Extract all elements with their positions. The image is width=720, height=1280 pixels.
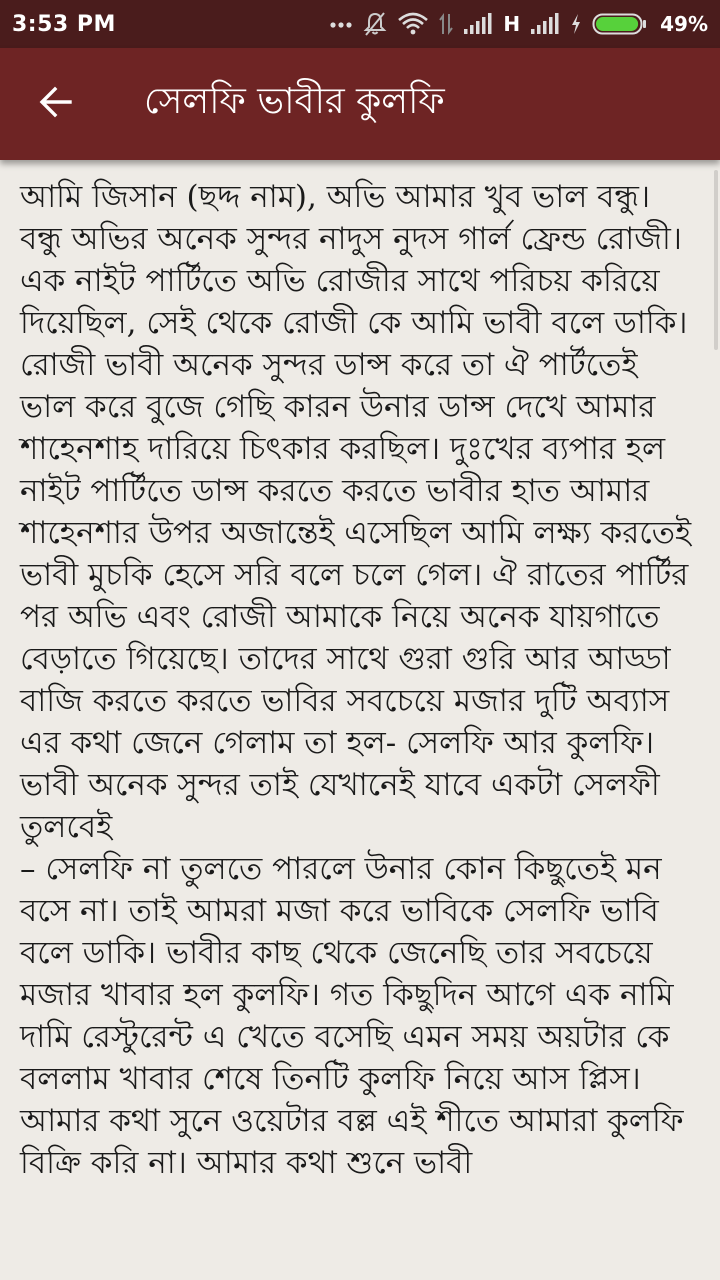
charging-icon <box>570 13 582 35</box>
story-content[interactable] <box>0 160 720 1280</box>
page-title: সেলফি ভাবীর কুলফি <box>144 81 445 122</box>
arrow-left-icon <box>38 84 74 124</box>
battery-icon <box>592 12 648 36</box>
status-icons <box>329 11 708 37</box>
signal-icon <box>530 13 560 35</box>
app-bar <box>0 48 720 160</box>
wifi-icon <box>397 12 429 36</box>
battery-fill <box>596 17 638 31</box>
mute-icon <box>363 11 387 37</box>
scrollbar[interactable] <box>714 170 718 350</box>
data-transfer-icon <box>439 12 453 36</box>
signal-icon <box>463 13 493 35</box>
story-text: আমি জিসান (ছদ্দ নাম), অভি আমার খুব ভাল বন্ধু। বন্ধু অভির অনেক সুন্দর নাদুস নুদস গার্ল ফ্রেন্ড রোজী। এক নাইট পার্টিতে অভি রোজীর সাথে পরিচয় করিয়ে দিয়েছিল, সেই থেকে রোজী কে আমি ভাবী বলে ডাকি। রোজী ভাবী অনেক সুন্দর ডান্স করে তা ঐ পার্টতেই ভাল করে বুজে গেছি কারন উনার ডান্স দেখে আমার শাহেনশাহ দারিয়ে চিৎকার করছিল। দুঃখের ব্যপার হল নাইট পার্টিতে ডান্স করতে করতে ভাবীর হাত আমার শাহেনশার উপর অজান্তেই এসেছিল আমি লক্ষ্য করতেই ভাবী মুচকি হেসে সরি বলে চলে গেল। ঐ রাতের পার্টির পর অভি এবং রোজী আমাকে নিয়ে অনেক যায়গাতে বেড়াতে গিয়েছে। তাদের সাথে গুরা গুরি আর আড্ডা বাজি করতে করতে ভাবির সবচেয়ে মজার দুটি অব্যাস এর কথা জেনে গেলাম তা হল- সেলফি আর কুলফি। ভাবী অনেক সুন্দর তাই যেখানেই যাবে একটা সেলফী তুলবেই – সেলফি না তুলতে পারলে উনার কোন কিছুতেই মন বসে না। তাই আমরা মজা করে ভাবিকে সেলফি ভাবি বলে ডাকি। ভাবীর কাছ থেকে জেনেছি তার সবচেয়ে মজার খাবার হল কুলফি। গত কিছুদিন আগে এক নামি দামি রেস্টুরেন্ট এ খেতে বসেছি এমন সময় অয়টার কে বললাম খাবার শেষে তিনটি কুলফি নিয়ে আস প্লিস। আমার কথা সুনে ওয়েটার বল্ল এই শীতে আমারা কুলফি বিক্রি করি না। আমার কথা শুনে ভাবী <box>20 179 692 1181</box>
more-dots-icon <box>329 19 353 29</box>
network-type: H <box>503 12 521 36</box>
status-time: 3:53 PM <box>12 11 116 37</box>
battery-percent: 49% <box>660 12 708 36</box>
status-bar <box>0 0 720 48</box>
back-button[interactable] <box>28 76 84 132</box>
